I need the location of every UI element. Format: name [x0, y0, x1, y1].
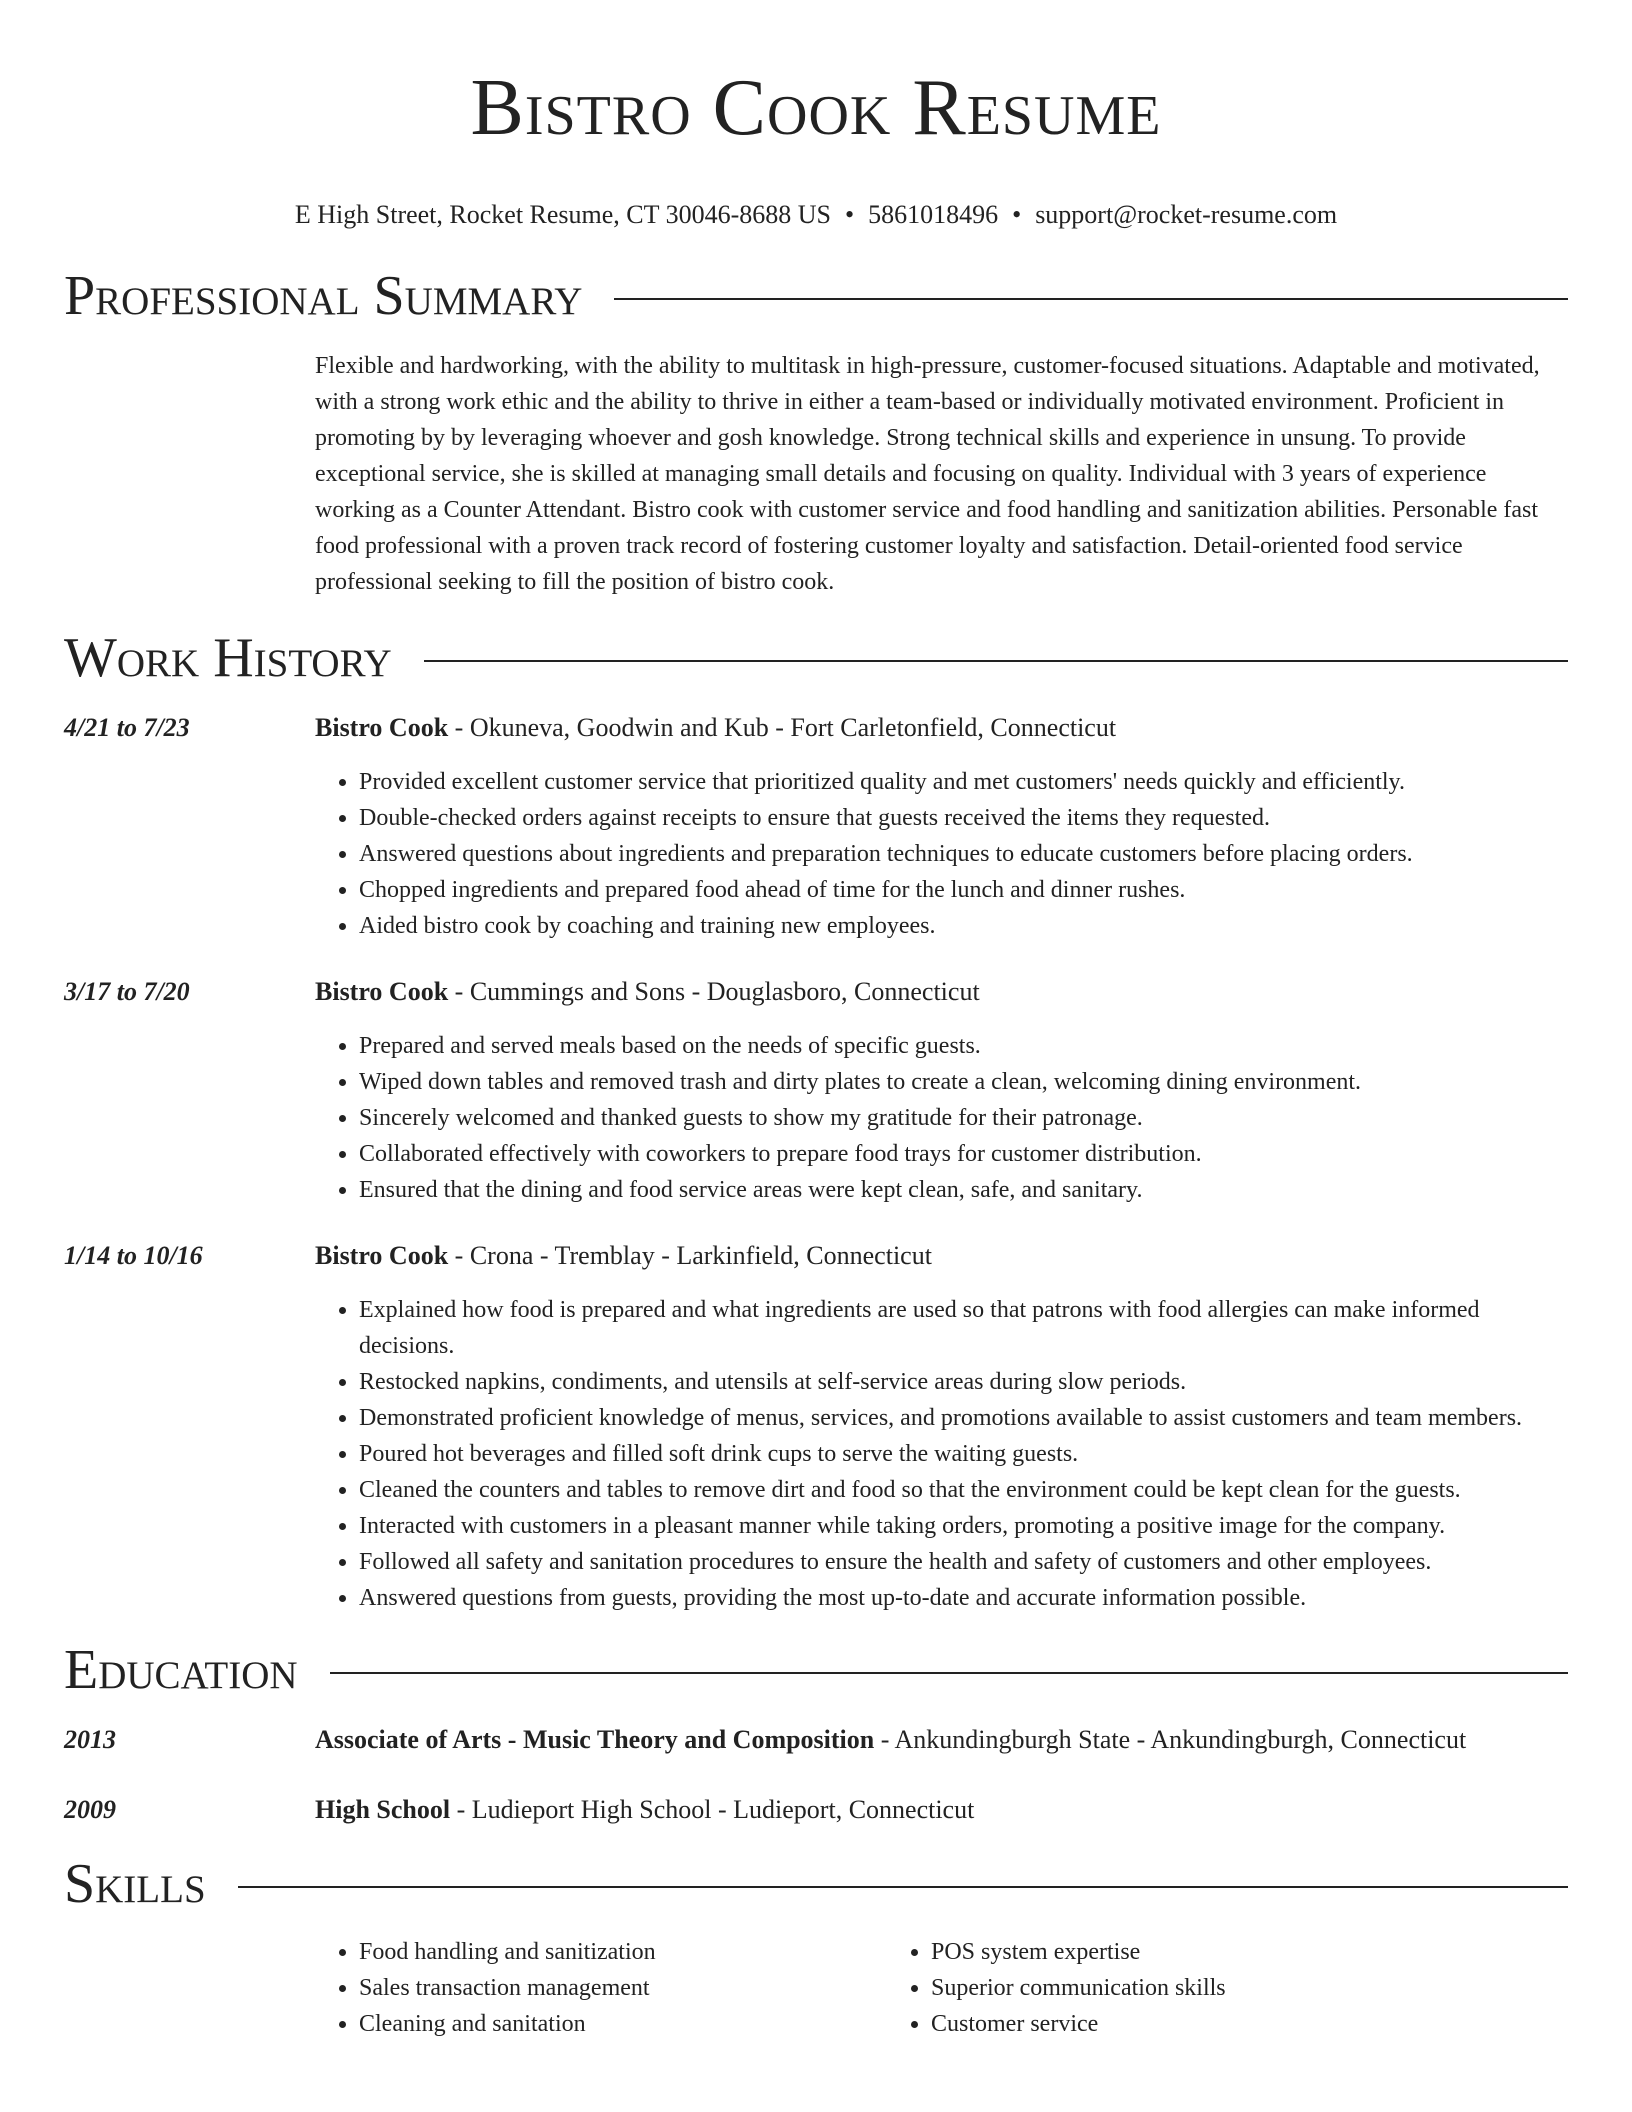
job-details: - Cummings and Sons - Douglasboro, Connecticut	[448, 977, 980, 1006]
degree: High School	[315, 1795, 451, 1824]
list-item: • Restocked napkins, condiments, and utensils at self-service areas during slow periods.	[359, 1364, 1568, 1400]
job-title: Bistro Cook	[315, 713, 449, 742]
degree: Associate of Arts - Music Theory and Composition	[315, 1725, 875, 1754]
email: support@rocket-resume.com	[1035, 200, 1338, 229]
section-heading: Work History	[64, 627, 392, 689]
job-title: Bistro Cook	[315, 1241, 449, 1270]
list-item: • Answered questions from guests, providing the most up-to-date and accurate information possible.	[359, 1580, 1568, 1616]
work-section-header	[64, 627, 1568, 689]
list-item: • Answered questions about ingredients and preparation techniques to educate customers before placing orders.	[359, 836, 1568, 872]
job-entry	[64, 1238, 1568, 1616]
job-title-line	[315, 710, 1568, 746]
job-entry	[64, 974, 1568, 1208]
education-year: 2013	[64, 1725, 116, 1754]
education-entry	[64, 1722, 1568, 1758]
section-divider	[330, 1672, 1568, 1674]
job-date: 4/21 to 7/23	[64, 713, 190, 742]
skills-column-right	[887, 1934, 1459, 2042]
job-bullets	[315, 1292, 1568, 1616]
skill-item: • POS system expertise	[931, 1934, 1459, 1970]
job-bullets	[315, 1028, 1568, 1208]
phone: 5861018496	[868, 200, 999, 229]
job-bullets	[315, 764, 1568, 944]
list-item: • Demonstrated proficient knowledge of menus, services, and promotions available to assist customers and team members.	[359, 1400, 1568, 1436]
list-item: • Poured hot beverages and filled soft drink cups to serve the waiting guests.	[359, 1436, 1568, 1472]
separator: •	[844, 200, 855, 229]
section-heading: Professional Summary	[64, 265, 583, 327]
list-item: • Ensured that the dining and food service areas were kept clean, safe, and sanitary.	[359, 1172, 1568, 1208]
education-line	[315, 1792, 974, 1828]
job-date: 1/14 to 10/16	[64, 1241, 203, 1270]
section-divider	[238, 1886, 1568, 1888]
contact-line	[64, 200, 1568, 230]
skills-section-header	[64, 1853, 1568, 1915]
list-item: • Wiped down tables and removed trash and dirty plates to create a clean, welcoming dining environment.	[359, 1064, 1568, 1100]
school-details: - Ludieport High School - Ludieport, Connecticut	[450, 1795, 975, 1824]
section-divider	[614, 298, 1568, 300]
skill-item: • Cleaning and sanitation	[359, 2006, 887, 2042]
summary-section-header	[64, 265, 1568, 327]
list-item: • Cleaned the counters and tables to remove dirt and food so that the environment could be kept clean for the guests.	[359, 1472, 1568, 1508]
address: E High Street, Rocket Resume, CT 30046-8688 US	[294, 200, 831, 229]
list-item: • Provided excellent customer service that prioritized quality and met customers' needs quickly and efficiently.	[359, 764, 1568, 800]
education-entry	[64, 1792, 1568, 1828]
job-body	[315, 1238, 1568, 1616]
list-item: • Chopped ingredients and prepared food ahead of time for the lunch and dinner rushes.	[359, 872, 1568, 908]
list-item: • Prepared and served meals based on the needs of specific guests.	[359, 1028, 1568, 1064]
skill-item: • Superior communication skills	[931, 1970, 1459, 2006]
job-title-line	[315, 1238, 1568, 1274]
section-divider	[424, 660, 1568, 662]
separator: •	[1012, 200, 1022, 229]
list-item: • Collaborated effectively with coworkers to prepare food trays for customer distribution.	[359, 1136, 1568, 1172]
list-item: • Sincerely welcomed and thanked guests to show my gratitude for their patronage.	[359, 1100, 1568, 1136]
job-title: Bistro Cook	[315, 977, 449, 1006]
job-title-line	[315, 974, 1568, 1010]
section-heading: Skills	[64, 1853, 206, 1915]
list-item: • Followed all safety and sanitation procedures to ensure the health and safety of customers and other employees.	[359, 1544, 1568, 1580]
education-section-header	[64, 1639, 1568, 1701]
skill-item: • Sales transaction management	[359, 1970, 887, 2006]
job-body	[315, 974, 1568, 1208]
summary-text: Flexible and hardworking, with the ability to multitask in high-pressure, customer-focused situations. Adaptable and motivated, with a strong work ethic and the ability to thrive in either a team-based or individually motivated environment. Proficient in promoting by by leveraging whoever and gosh knowledge. Strong technical skills and experience in unsung. To provide exceptional service, she is skilled at managing small details and focusing on quality. Individual with 3 years of experience working as a Counter Attendant. Bistro cook with customer service and food handling and sanitization abilities. Personable fast food professional with a proven track record of fostering customer loyalty and satisfaction. Detail-oriented food service professional seeking to fill the position of bistro cook.	[315, 353, 1540, 595]
job-entry	[64, 710, 1568, 944]
job-details: - Crona - Tremblay - Larkinfield, Connecticut	[448, 1241, 932, 1270]
education-line	[315, 1722, 1466, 1758]
list-item: • Interacted with customers in a pleasant manner while taking orders, promoting a positive image for the company.	[359, 1508, 1568, 1544]
section-heading: Education	[64, 1639, 298, 1701]
school-details: - Ankundingburgh State - Ankundingburgh, Connecticut	[874, 1725, 1467, 1754]
skill-item: • Customer service	[931, 2006, 1459, 2042]
skills-column-left	[315, 1934, 887, 2042]
job-details: - Okuneva, Goodwin and Kub - Fort Carletonfield, Connecticut	[448, 713, 1117, 742]
page-title: Bistro Cook Resume	[470, 64, 1162, 152]
list-item: • Explained how food is prepared and what ingredients are used so that patrons with food allergies can make informed decisions.	[359, 1292, 1568, 1364]
education-year: 2009	[64, 1795, 116, 1824]
job-date: 3/17 to 7/20	[64, 977, 190, 1006]
skill-item: • Food handling and sanitization	[359, 1934, 887, 1970]
list-item: • Double-checked orders against receipts to ensure that guests received the items they requested.	[359, 800, 1568, 836]
skills-list	[315, 1934, 1568, 2042]
job-body	[315, 710, 1568, 944]
list-item: • Aided bistro cook by coaching and training new employees.	[359, 908, 1568, 944]
